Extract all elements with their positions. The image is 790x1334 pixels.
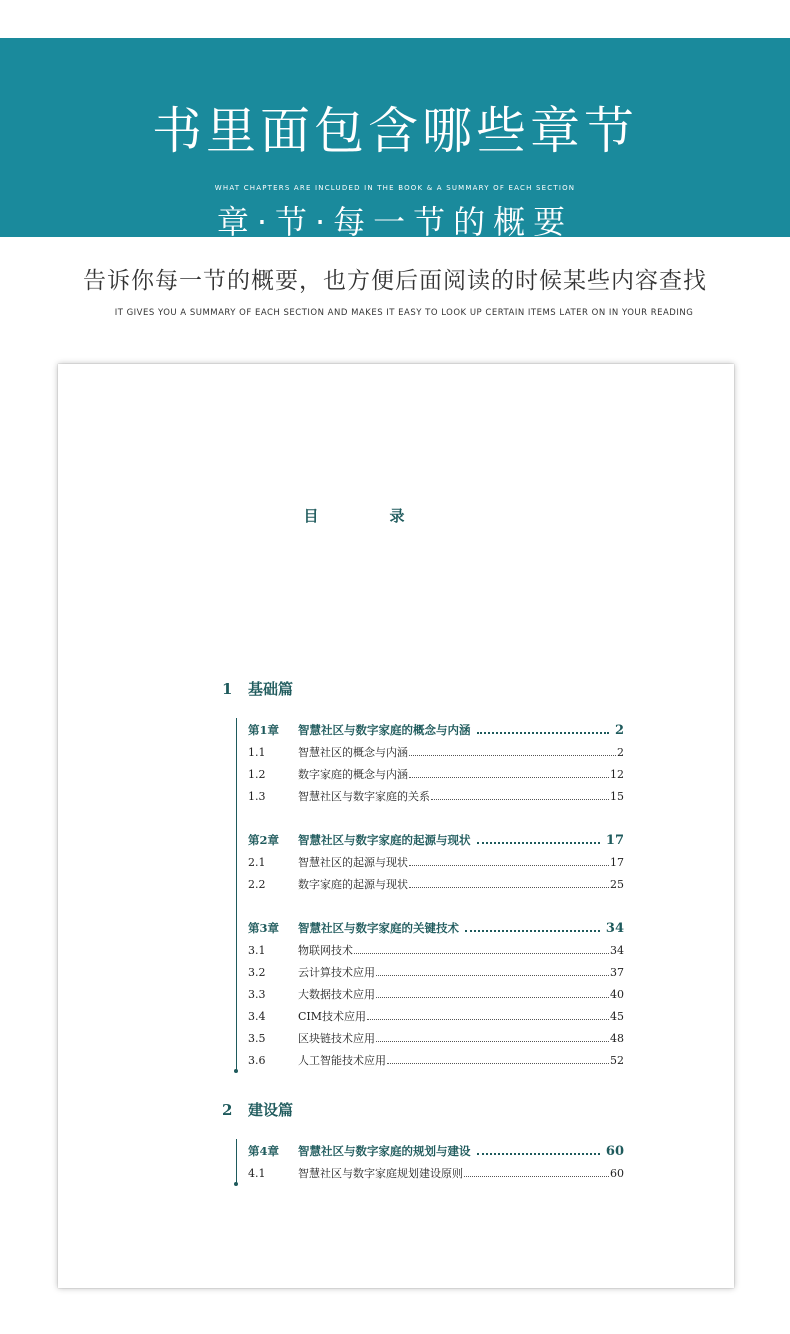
section-entry[interactable] — [248, 766, 624, 782]
section-number: 1.1 — [248, 746, 266, 759]
chapter-title: 智慧社区与数字家庭的概念与内涵 — [298, 723, 471, 737]
section-entry[interactable] — [248, 1052, 624, 1068]
dot-leader — [409, 855, 609, 866]
page-number: 37 — [610, 966, 624, 979]
section-entry[interactable] — [248, 854, 624, 870]
part-name: 建设篇 — [248, 1101, 294, 1119]
page-number: 12 — [610, 768, 624, 781]
part-guide-line — [236, 1139, 237, 1183]
page-number: 60 — [610, 1167, 624, 1180]
section-number: 2.1 — [248, 856, 266, 869]
part-heading — [222, 678, 293, 699]
page-number: 48 — [610, 1032, 624, 1045]
section-entry[interactable] — [248, 964, 624, 980]
section-number: 3.2 — [248, 966, 266, 979]
section-number: 3.3 — [248, 988, 266, 1001]
chapter-title: 智慧社区与数字家庭的规划与建设 — [298, 1144, 471, 1158]
chapter-number: 第4章 — [248, 1144, 280, 1158]
chapter-title: 智慧社区与数字家庭的起源与现状 — [298, 833, 471, 847]
section-title: 智慧社区与数字家庭规划建设原则 — [298, 1167, 463, 1180]
part-number: 1 — [222, 680, 233, 698]
banner-subtitle-cn: 章·节·每一节的概要 — [216, 203, 574, 241]
dot-leader — [464, 1166, 609, 1177]
page-number: 17 — [605, 833, 624, 848]
toc-title: 目 录 — [303, 507, 433, 525]
section-title: 数字家庭的起源与现状 — [298, 878, 408, 891]
dot-leader — [376, 965, 609, 976]
page-number: 52 — [610, 1054, 624, 1067]
section-entry[interactable] — [248, 942, 624, 958]
section-title: CIM技术应用 — [298, 1010, 367, 1023]
dot-leader — [376, 987, 609, 998]
section-title: 区块链技术应用 — [298, 1032, 375, 1045]
section-number: 3.6 — [248, 1054, 266, 1067]
section-title: 大数据技术应用 — [298, 988, 375, 1001]
banner-title: 书里面包含哪些章节 — [152, 102, 638, 160]
chapter-title: 智慧社区与数字家庭的关键技术 — [298, 921, 459, 935]
section-entry[interactable] — [248, 788, 624, 804]
section-entry[interactable] — [248, 1008, 624, 1024]
section-title: 智慧社区的起源与现状 — [298, 856, 408, 869]
chapter-entry[interactable] — [248, 832, 624, 848]
page-number: 15 — [610, 790, 624, 803]
chapter-number: 第2章 — [248, 833, 280, 847]
part-guide-line — [236, 718, 237, 1070]
section-title: 智慧社区与数字家庭的关系 — [298, 790, 430, 803]
chapter-number: 第3章 — [248, 921, 280, 935]
dot-leader — [354, 943, 609, 954]
dot-leader — [367, 1009, 609, 1020]
section-number: 3.5 — [248, 1032, 266, 1045]
section-number: 1.2 — [248, 768, 266, 781]
part-name: 基础篇 — [248, 680, 294, 698]
page-number: 34 — [610, 944, 624, 957]
chapter-entry[interactable] — [248, 1143, 624, 1159]
intro-text-en: IT GIVES YOU A SUMMARY OF EACH SECTION AND MAKES IT EASY TO LOOK UP CERTAIN ITEMS LATER ON IN YOUR READING — [114, 308, 694, 318]
chapter-number: 第1章 — [248, 723, 280, 737]
page-number: 60 — [605, 1144, 624, 1159]
section-title: 人工智能技术应用 — [298, 1054, 386, 1067]
section-entry[interactable] — [248, 1030, 624, 1046]
toc-page — [58, 364, 734, 1288]
dot-leader — [477, 1144, 600, 1155]
dot-leader — [376, 1031, 609, 1042]
section-number: 1.3 — [248, 790, 266, 803]
section-number: 2.2 — [248, 878, 266, 891]
dot-leader — [387, 1053, 609, 1064]
banner-subtitle-en: WHAT CHAPTERS ARE INCLUDED IN THE BOOK & A SUMMARY OF EACH SECTION — [214, 184, 576, 192]
header-banner — [0, 38, 790, 241]
chapter-entry[interactable] — [248, 920, 624, 936]
dot-leader — [409, 767, 609, 778]
section-entry[interactable] — [248, 1165, 624, 1181]
section-title: 数字家庭的概念与内涵 — [298, 768, 408, 781]
dot-leader — [477, 723, 609, 734]
page-number: 2 — [617, 746, 624, 759]
section-entry[interactable] — [248, 876, 624, 892]
dot-leader — [409, 745, 616, 756]
section-number: 3.1 — [248, 944, 266, 957]
page-number: 17 — [610, 856, 624, 869]
section-title: 云计算技术应用 — [298, 966, 375, 979]
section-title: 物联网技术 — [298, 944, 353, 957]
dot-leader — [477, 833, 600, 844]
part-number: 2 — [222, 1101, 233, 1119]
part-heading — [222, 1099, 293, 1120]
page-number: 34 — [605, 921, 624, 936]
dot-leader — [465, 921, 600, 932]
section-entry[interactable] — [248, 744, 624, 760]
page-number: 40 — [610, 988, 624, 1001]
section-title: 智慧社区的概念与内涵 — [298, 746, 408, 759]
dot-leader — [431, 789, 609, 800]
chapter-entry[interactable] — [248, 722, 624, 738]
section-entry[interactable] — [248, 986, 624, 1002]
page-number: 2 — [614, 723, 624, 738]
section-number: 4.1 — [248, 1167, 266, 1180]
dot-leader — [409, 877, 609, 888]
intro-text-cn: 告诉你每一节的概要，也方便后面阅读的时候某些内容查找 — [83, 268, 707, 294]
page-number: 45 — [610, 1010, 624, 1023]
page-number: 25 — [610, 878, 624, 891]
section-number: 3.4 — [248, 1010, 266, 1023]
